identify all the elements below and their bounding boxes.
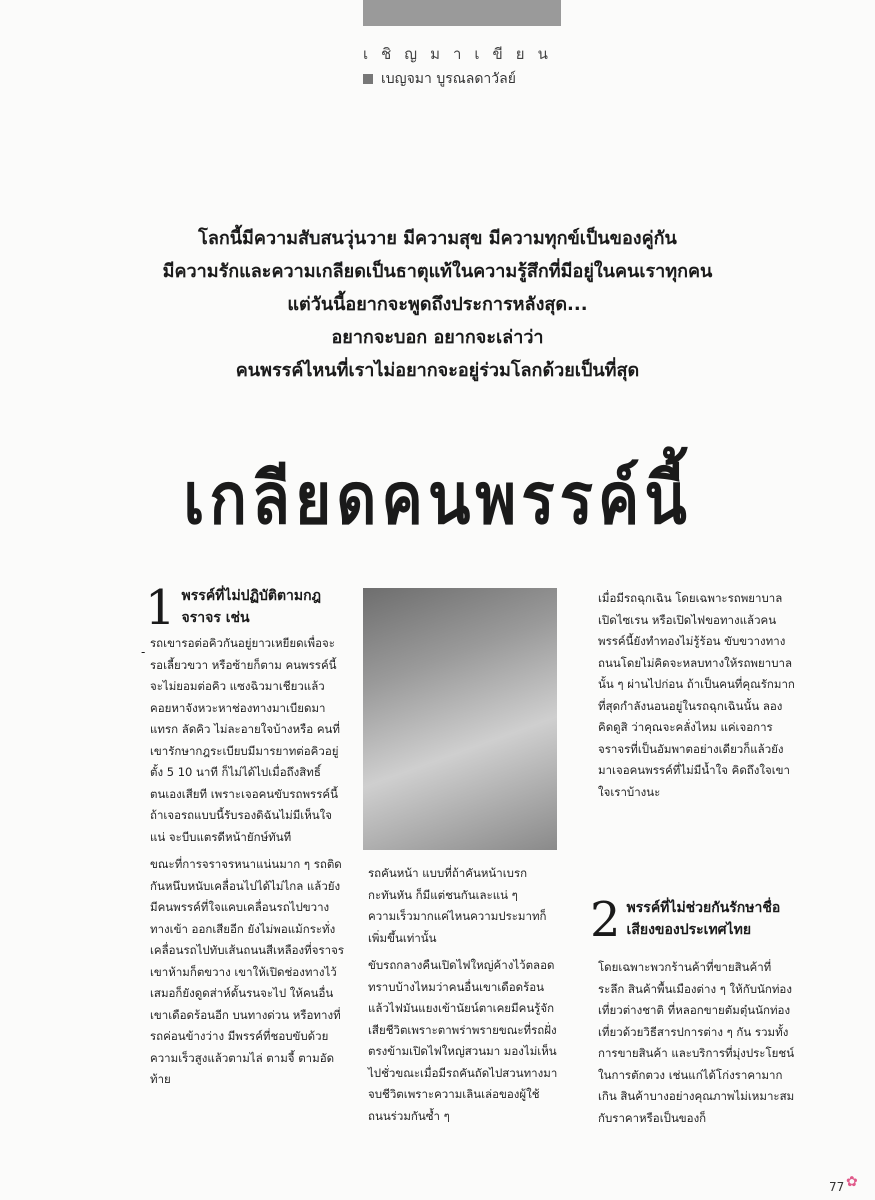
column-name: เชิญมาเขียน — [363, 45, 561, 63]
intro-text — [150, 222, 725, 387]
text-column-3 — [598, 588, 796, 809]
dash-marker: - — [141, 645, 146, 659]
section-1-heading — [145, 580, 355, 636]
author-name: เบญจมา บูรณลดาวัลย์ — [381, 71, 516, 87]
byline — [363, 68, 516, 90]
paragraph: ขับรถกลางคืนเปิดไฟใหญ่ค้างไว้ตลอด ทราบบ้างไหมว่าคนอื่นเขาเดือดร้อนแล้วไฟมันแยงเข้านัยน์ตาเคยมีคนรู้จักเสียชีวิตเพราะตาพร่าพรายขณะที่รถฝั่งตรงข้ามเปิดไฟใหญ่สวนมา มองไม่เห็นไปชั่วขณะเมื่อมีรถคันถัดไปสวนทางมา จบชีวิตเพราะความเลินเล่อของผู้ใช้ถนนร่วมกันซ้ำ ๆ — [368, 958, 558, 1123]
intro-line: แต่วันนี้อยากจะพูดถึงประการหลังสุด... — [287, 294, 588, 315]
section-number: 1 — [145, 580, 176, 636]
header-bar — [363, 0, 561, 26]
section-number: 2 — [590, 892, 621, 948]
corner-stamp-icon: ✿ — [846, 1174, 858, 1190]
intro-line: มีความรักและความเกลียดเป็นธาตุแท้ในความรู้สึกที่มีอยู่ในคนเราทุกคน — [162, 261, 713, 282]
article-title: เกลียดคนพรรค์นี้ — [183, 456, 692, 541]
section-title: พรรค์ที่ไม่ปฏิบัติตามกฎจราจร เช่น — [181, 588, 321, 626]
intro-line: โลกนี้มีความสับสนวุ่นวาย มีความสุข มีความทุกข์เป็นของคู่กัน — [198, 228, 677, 249]
paragraph: ขณะที่การจราจรหนาแน่นมาก ๆ รถติดกันหนึบหนับเคลื่อนไปได้ไม่ไกล แล้วยังมีคนพรรค์ที่ใจแคบเคลื่อนรถไปขวางทางเข้า ออกเสียอีก ยังไม่พอแม้กระทั่งเคลื่อนรถไปทับเส้นถนนสีเหลืองที่จราจรเขาห้ามก็ตขวาง เขาให้เปิดช่องทางไว้เสมอก็ยังดูดส่าห์ดั้นรนจะไป ให้คนอื่นเขาเดือดร้อนอีก บนทางด่วน หรือทางที่รถค่อนข้างว่าง มีพรรค์ที่ชอบขับด้วยความเร็วสูงแล้วตามไล่ ตามจี้ ตามอัดท้าย — [150, 857, 345, 1086]
text-column-3-continued — [598, 957, 796, 1135]
intro-line: อยากจะบอก อยากจะเล่าว่า — [331, 327, 544, 348]
text-column-1 — [150, 633, 345, 1097]
paragraph: โดยเฉพาะพวกร้านค้าที่ขายสินค้าที่ระลึก สินค้าพื้นเมืองต่าง ๆ ให้กับนักท่องเที่ยวต่างชาติ ที่หลอกขายตัมตุ๋นนักท่องเที่ยวด้วยวิธีสารปการต่าง ๆ กัน รวมทั้งการขายสินค้า และบริการที่มุ่งประโยชน์ในการตักตวง เช่นแก่ได้โก่งราคามากเกิน สินค้าบางอย่างคุณภาพไม่เหมาะสมกับราคาหรือเป็นของก็ — [598, 960, 795, 1125]
page-number: 77 — [829, 1180, 845, 1194]
text-column-2 — [368, 863, 560, 1133]
paragraph: รถคันหน้า แบบที่ถ้าคันหน้าเบรกกะทันหัน ก็มีแต่ชนกันเละแน่ ๆ ความเร็วมากแค่ไหนความประมาทก็เพิ่มขึ้นเท่านั้น — [368, 866, 547, 945]
section-title: พรรค์ที่ไม่ช่วยกันรักษาชื่อเสียงของประเทศไทย — [626, 900, 781, 938]
paragraph: รถเขารอต่อคิวกันอยู่ยาวเหยียดเพื่อจะรอเลี้ยวขวา หรือซ้ายก็ตาม คนพรรค์นี้จะไม่ยอมต่อคิว แซงฉิวมาเชียวแล้วคอยหาจังหวะหาช่องทางมาเบียดมาแทรก ลัดคิว ไม่ละอายใจบ้างหรือ คนที่เขารักษากฎระเบียบมีมารยาทต่อคิวอยู่ตั้ง 5 10 นาที ก็ไม่ได้ไปเมื่อถึงสิทธิ์ตนเองเสียที เพราะเจอคนขับรถพรรค์นี้ ถ้าเจอรถแบบนี้รับรองดิฉันไม่มีเห็นใจแน่ จะบีบแตรดีหน้ายักษ์ทันที — [150, 636, 340, 844]
section-2-heading — [590, 892, 805, 948]
bullet-square-icon — [363, 74, 373, 84]
portrait-photo — [363, 588, 557, 850]
paragraph: เมื่อมีรถฉุกเฉิน โดยเฉพาะรถพยาบาลเปิดไซเรน หรือเปิดไฟขอทางแล้วคนพรรค์นี้ยังทำทองไม่รู้ร้อน ขับขวางทางถนนโดยไม่คิดจะหลบทางให้รถพยาบาลนั้น ๆ ผ่านไปก่อน ถ้าเป็นคนที่คุณรักมากที่สุดกำลังนอนอยู่ในรถฉุกเฉินนั้น ลองคิดดูสิ ว่าคุณจะคลั่งไหม แค่เจอการจราจรที่เป็นอัมพาตอย่างเดียวก็แล้วยังมาเจอคนพรรค์ที่ไม่มีน้ำใจ คิดถึงใจเขาใจเราบ้างนะ — [598, 591, 795, 799]
intro-line: คนพรรค์ไหนที่เราไม่อยากจะอยู่ร่วมโลกด้วยเป็นที่สุด — [235, 360, 640, 381]
